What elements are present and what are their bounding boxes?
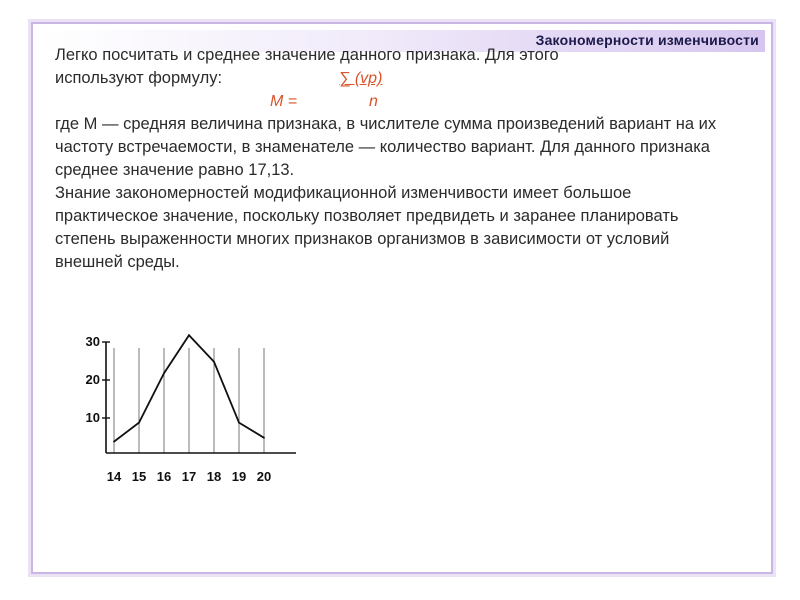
data-point-17: [188, 334, 190, 336]
slide-title: Закономерности изменчивости: [535, 32, 759, 48]
formula-lhs: M =: [270, 93, 298, 110]
formula-denominator: n: [369, 93, 378, 110]
data-point-19: [238, 422, 240, 424]
intro-line-2: используют формулу:: [55, 69, 223, 87]
y-tick-label: 20: [85, 372, 100, 387]
data-point-20: [263, 437, 265, 439]
x-tick-label: 16: [156, 469, 172, 484]
data-point-16: [163, 372, 165, 374]
data-point-18: [213, 361, 215, 363]
x-tick-label: 17: [181, 469, 197, 484]
x-tick-label: 15: [131, 469, 147, 484]
y-tick-label: 30: [85, 334, 100, 349]
formula-numerator: ∑ (vp): [339, 70, 383, 87]
x-tick-label: 19: [231, 469, 247, 484]
formula-row: [55, 90, 725, 113]
variation-curve-chart: [46, 320, 306, 490]
intro-line-2-row: [55, 67, 725, 90]
intro-line-1: Легко посчитать и среднее значение данного признака. Для этого: [55, 46, 559, 64]
chart-svg: [46, 320, 306, 490]
data-point-15: [138, 422, 140, 424]
paragraph-definition: где М — средняя величина признака, в числителе сумма произведений вариант на их частоту встречаемости, в знаменателе — количество вариант. Для данного признака среднее значение равно 17,13.: [55, 115, 717, 179]
paragraph-significance: Знание закономерностей модификационной изменчивости имеет большое практическое значение, поскольку позволяет предвидеть и заранее планировать степень выраженности многих признаков организмов в зависимости от условий внешней среды.: [55, 184, 679, 271]
slide-body: [55, 44, 725, 274]
data-point-14: [113, 441, 115, 443]
x-tick-label: 14: [106, 469, 122, 484]
x-tick-label: 18: [206, 469, 222, 484]
y-tick-label: 10: [85, 410, 100, 425]
x-tick-label: 20: [256, 469, 272, 484]
